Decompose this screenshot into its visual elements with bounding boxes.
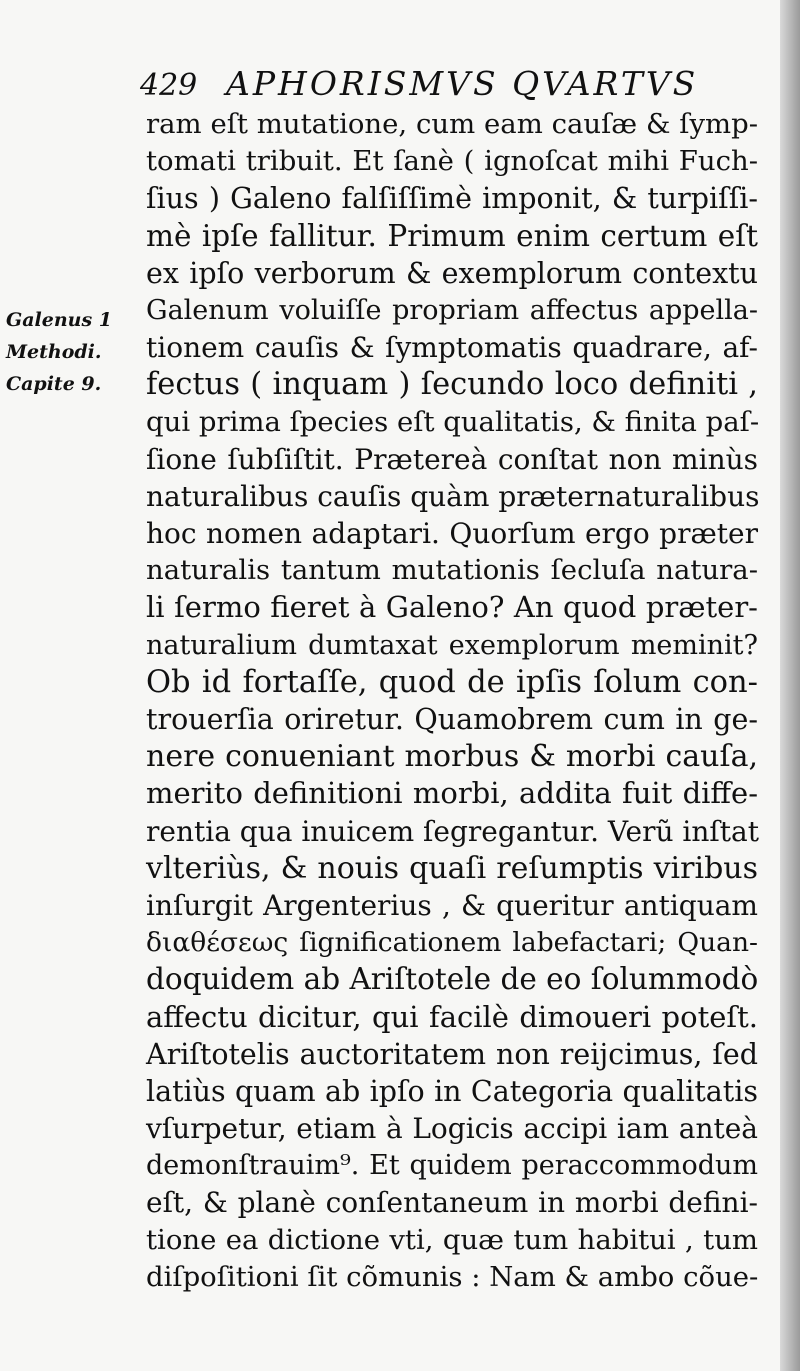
text-line: ex ipſo verborum & exemplorum contextu — [146, 256, 758, 290]
text-line: naturalis tantum mutationis ſecluſa natura- — [146, 554, 758, 587]
text-line: tomati tribuit. Et ſanè ( ignoſcat mihi Fuch- — [146, 145, 758, 178]
text-line: merito definitioni morbi, addita fuit diffe- — [146, 776, 758, 811]
text-line: tione ea dictione vti, quæ tum habitui , tum — [146, 1223, 758, 1256]
text-line: Galenum voluiſſe propriam affectus appella- — [146, 294, 758, 326]
text-line: Ob id fortaſſe, quod de ipſis ſolum con- — [146, 664, 758, 700]
text-line: ſius ) Galeno falſiſſimè imponit, & turpiſſi- — [146, 182, 758, 216]
page-edge-shadow — [780, 0, 800, 1371]
text-line: eſt, & planè conſentaneum in morbi defini- — [146, 1186, 758, 1220]
text-line: trouerſia oriretur. Quamobrem cum in ge- — [146, 703, 758, 736]
text-line: vſurpetur, etiam à Logicis accipi iam anteà — [146, 1112, 758, 1146]
margin-note — [6, 304, 134, 400]
page-header — [140, 62, 740, 112]
text-line: hoc nomen adaptari. Quorſum ergo præter — [146, 517, 758, 551]
margin-note-line: Galenus 1 — [6, 309, 113, 331]
page-number: 429 — [140, 68, 198, 103]
text-line: nere conueniant morbus & morbi cauſa, — [146, 739, 758, 775]
body-text — [146, 106, 758, 1296]
text-line: Ariſtotelis auctoritatem non reijcimus, ſed — [146, 1037, 758, 1071]
text-line: qui prima ſpecies eſt qualitatis, & finita paſ- — [146, 405, 760, 438]
margin-note-line: Methodi. — [6, 341, 102, 363]
text-line: affectu dicitur, qui facilè dimoueri poteſt. — [146, 999, 758, 1034]
text-line: vlteriùs, & nouis quaſi reſumptis viribus — [146, 850, 758, 886]
text-line: ram eſt mutatione, cum eam cauſæ & ſymp- — [146, 108, 758, 140]
text-line: naturalium dumtaxat exemplorum meminit? — [146, 629, 758, 661]
text-line: mè ipſe fallitur. Primum enim certum eſt — [146, 218, 758, 253]
text-line: fectus ( inquam ) ſecundo loco definiti , — [146, 367, 758, 403]
margin-note-line: Capite 9. — [6, 373, 102, 395]
text-line: naturalibus cauſis quàm præternaturalibus — [146, 479, 760, 513]
running-title: APHORISMVS QVARTVS — [226, 64, 699, 103]
text-line: demonſtrauim⁹. Et quidem peraccommodum — [146, 1150, 758, 1182]
text-line: inſurgit Argenterius , & queritur antiquam — [146, 888, 758, 922]
text-line: latiùs quam ab ipſo in Categoria qualitatis — [146, 1074, 758, 1108]
text-line: doquidem ab Ariſtotele de eo ſolummodò — [146, 962, 759, 997]
text-line: tionem cauſis & ſymptomatis quadrare, af- — [146, 331, 758, 365]
text-line: rentia qua inuicem ſegregantur. Verũ inſtat — [146, 814, 759, 848]
text-line: ſione ſubſiſtit. Prætereà conſtat non minùs — [146, 442, 758, 476]
text-line: diſpoſitioni ſit cõmunis : Nam & ambo cõue- — [146, 1260, 759, 1293]
text-line: διαθέσεως ſignificationem labefactari; Quan- — [146, 927, 758, 959]
text-line: li ſermo fieret à Galeno? An quod præter- — [146, 590, 758, 625]
